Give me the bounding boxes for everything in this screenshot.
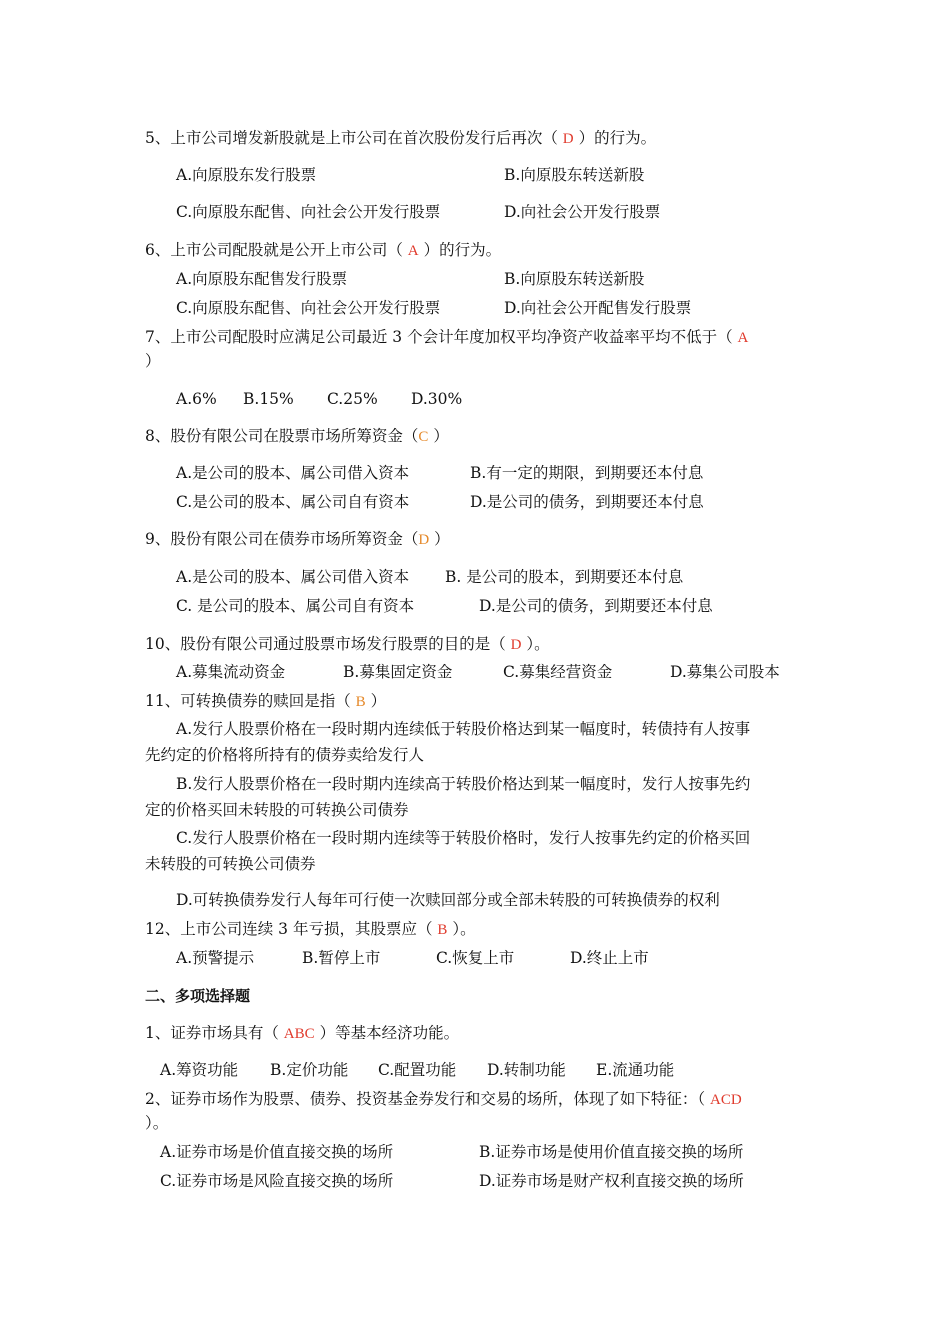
- question-7-line2: ）: [145, 352, 161, 370]
- option-d: D.募集公司股本: [670, 663, 780, 681]
- answer: B: [437, 922, 448, 938]
- option-c: C.25%: [327, 390, 378, 408]
- question-text-end: ）等基本经济功能。: [314, 1024, 460, 1042]
- option-d: D.向社会公开发行股票: [504, 203, 661, 221]
- option-b-line2: 定的价格买回未转股的可转换公司债券: [145, 801, 409, 819]
- question-11: [145, 691, 386, 712]
- option-c: C.是公司的股本、属公司自有资本: [176, 493, 410, 511]
- option-c: C.向原股东配售、向社会公开发行股票: [176, 203, 441, 221]
- question-text: 11、可转换债券的赎回是指（: [145, 692, 356, 710]
- option-d: D.终止上市: [570, 949, 649, 967]
- question-8: [145, 426, 449, 447]
- question-text: 9、股份有限公司在债券市场所筹资金（: [145, 530, 419, 548]
- option-b: B.暂停上市: [302, 949, 381, 967]
- answer: C: [418, 429, 429, 445]
- option-b: B.定价功能: [270, 1061, 349, 1079]
- option-a: A.筹资功能: [160, 1061, 239, 1079]
- option-a-line2: 先约定的价格将所持有的债券卖给发行人: [145, 746, 425, 764]
- question-text-end: ）: [365, 692, 387, 710]
- option-a: A.向原股东发行股票: [176, 166, 317, 184]
- option-a: A.是公司的股本、属公司借入资本: [176, 568, 410, 586]
- answer: A: [737, 330, 749, 346]
- option-e: E.流通功能: [596, 1061, 675, 1079]
- answer: A: [407, 243, 419, 259]
- answer: ABC: [283, 1026, 315, 1042]
- answer: D: [562, 131, 574, 147]
- question-text: 10、股份有限公司通过股票市场发行股票的目的是（: [145, 635, 511, 653]
- option-d: D.转制功能: [487, 1061, 566, 1079]
- option-b: B.15%: [243, 390, 294, 408]
- question-text: 1、证券市场具有（: [145, 1024, 284, 1042]
- option-c-line2: 未转股的可转换公司债券: [145, 855, 316, 873]
- question-text-end: ）: [428, 427, 449, 445]
- option-c: C.向原股东配售、向社会公开发行股票: [176, 299, 441, 317]
- question-text-end: ）的行为。: [573, 129, 657, 147]
- option-a: A.6%: [176, 390, 217, 408]
- option-b: B.向原股东转送新股: [504, 166, 645, 184]
- option-a-line1: A.发行人股票价格在一段时期内连续低于转股价格达到某一幅度时，转债持有人按事: [176, 720, 751, 738]
- question-text-end: ）。: [521, 635, 550, 653]
- option-b-line1: B.发行人股票价格在一段时期内连续高于转股价格达到某一幅度时，发行人按事先约: [176, 775, 751, 793]
- option-b: B.募集固定资金: [343, 663, 453, 681]
- option-a: A.是公司的股本、属公司借入资本: [176, 464, 410, 482]
- section-heading: 二、多项选择题: [145, 987, 251, 1005]
- answer: D: [418, 532, 430, 548]
- option-a: A.向原股东配售发行股票: [176, 270, 348, 288]
- option-d: D.30%: [411, 390, 463, 408]
- answer: D: [510, 637, 522, 653]
- question-text-end: ）: [429, 530, 450, 548]
- option-c: C.募集经营资金: [503, 663, 613, 681]
- question-text-end: ）。: [447, 920, 476, 938]
- option-b: B.向原股东转送新股: [504, 270, 645, 288]
- option-c: C.配置功能: [378, 1061, 457, 1079]
- option-c: C. 是公司的股本、属公司自有资本: [176, 597, 415, 615]
- answer: B: [355, 694, 366, 710]
- option-d: D.是公司的债务，到期要还本付息: [470, 493, 704, 511]
- option-a: A.预警提示: [176, 949, 255, 967]
- option-c-line1: C.发行人股票价格在一段时期内连续等于转股价格时，发行人按事先约定的价格买回: [176, 829, 751, 847]
- question-9: [145, 529, 450, 550]
- option-b: B.证券市场是使用价值直接交换的场所: [479, 1143, 744, 1161]
- multi-question-2-line2: ）。: [145, 1114, 169, 1132]
- question-10: [145, 634, 550, 655]
- question-text: 5、上市公司增发新股就是上市公司在首次股份发行后再次（: [145, 129, 563, 147]
- question-text-end: ）的行为。: [418, 241, 502, 259]
- question-7: [145, 327, 748, 348]
- option-d: D.可转换债券发行人每年可行使一次赎回部分或全部未转股的可转换债券的权利: [176, 891, 720, 909]
- option-a: A.募集流动资金: [176, 663, 286, 681]
- question-5: [145, 128, 656, 149]
- question-text: 2、证券市场作为股票、债券、投资基金券发行和交易的场所，体现了如下特征：（: [145, 1090, 711, 1108]
- multi-question-2: [145, 1089, 742, 1110]
- question-text: 7、上市公司配股时应满足公司最近 3 个会计年度加权平均净资产收益率平均不低于（: [145, 328, 738, 346]
- option-b: B. 是公司的股本，到期要还本付息: [445, 568, 684, 586]
- question-12: [145, 919, 476, 940]
- option-d: D.向社会公开配售发行股票: [504, 299, 692, 317]
- multi-question-1: [145, 1023, 459, 1044]
- question-text: 12、上市公司连续 3 年亏损，其股票应（: [145, 920, 438, 938]
- answer: ACD: [710, 1092, 742, 1108]
- option-d: D.证券市场是财产权利直接交换的场所: [479, 1172, 744, 1190]
- option-d: D.是公司的债务，到期要还本付息: [479, 597, 713, 615]
- question-6: [145, 240, 501, 261]
- option-a: A.证券市场是价值直接交换的场所: [160, 1143, 394, 1161]
- question-text: 6、上市公司配股就是公开上市公司（: [145, 241, 408, 259]
- option-c: C.证券市场是风险直接交换的场所: [160, 1172, 394, 1190]
- question-text: 8、股份有限公司在股票市场所筹资金（: [145, 427, 419, 445]
- option-b: B.有一定的期限，到期要还本付息: [470, 464, 704, 482]
- option-c: C.恢复上市: [436, 949, 515, 967]
